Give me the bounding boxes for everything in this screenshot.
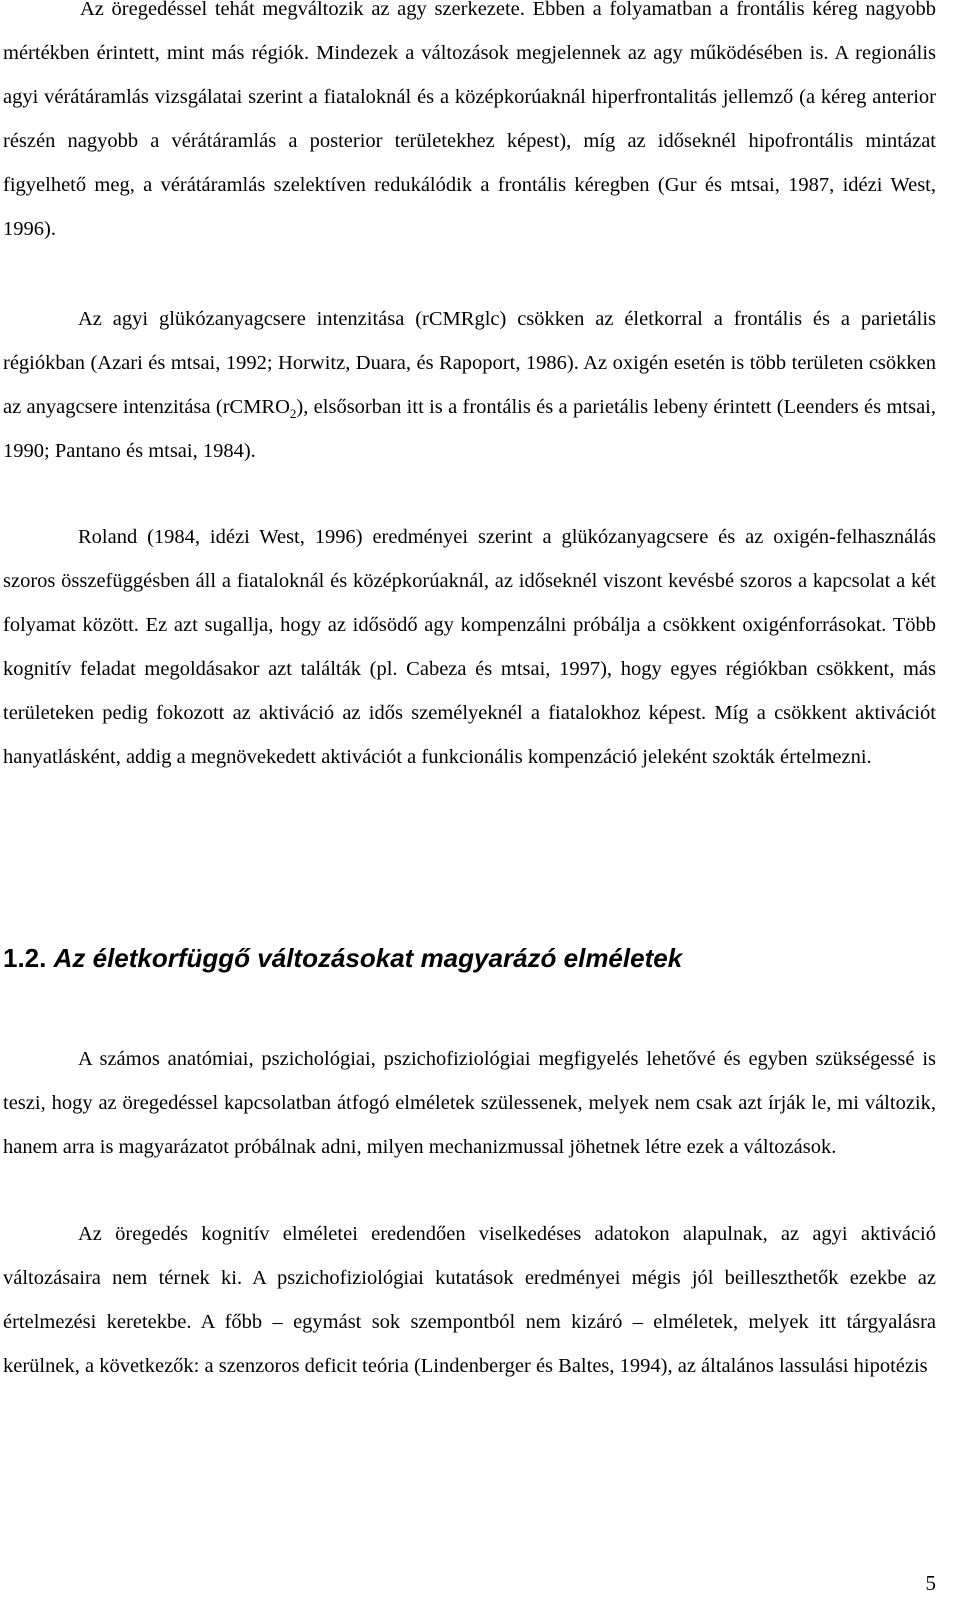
paragraph-theories-intro: A számos anatómiai, pszichológiai, pszichofiziológiai megfigyelés lehetővé és egyben szükségessé is teszi, hogy az öregedéssel kapcsolatban átfogó elméletek szülessenek, melyek nem csak azt írják le, mi változik, hanem arra is magyarázatot próbálnak adni, milyen mechanizmussal jöhetnek létre ezek a változások. [3, 1048, 936, 1158]
paragraph-compensation: Roland (1984, idézi West, 1996) eredményei szerint a glükózanyagcsere és az oxigén-felhasználás szoros összefüggésben áll a fiataloknál és középkorúaknál, az időseknél viszont kevésbé szoros a kapcsolat a két folyamat között. Ez azt sugallja, hogy az idősödő agy kompenzálni próbálja a csökkent oxigénforrásokat. Több kognitív feladat megoldásakor azt találták (pl. Cabeza és mtsai, 1997), hogy egyes régiókban csökkent, más területeken pedig fokozott az aktiváció az idős személyeknél a fiatalokhoz képest. Míg a csökkent aktivációt hanyatlásként, addig a megnövekedett aktivációt a funkcionális kompenzáció jeleként szokták értelmezni. [3, 526, 936, 768]
subscript-2: 2 [289, 406, 297, 422]
section-title: Az életkorfüggő változásokat magyarázó elméletek [53, 943, 683, 973]
paragraph-brain-structure: Az öregedéssel tehát megváltozik az agy szerkezete. Ebben a folyamatban a frontális kéreg nagyobb mértékben érintett, mint más régiók. Mindezek a változások megjelennek az agy működésében is. A regionális agyi vérátáramlás vizsgálatai szerint a fiataloknál és a középkorúaknál hiperfrontalitás jellemző (a kéreg anterior részén nagyobb a vérátáramlás a posterior területekhez képest), míg az időseknél hipofrontális mintázat figyelhető meg, a vérátáramlás szelektíven redukálódik a frontális kéregben (Gur és mtsai, 1987, idézi West, 1996). [3, 0, 936, 240]
paragraph-text: Az agyi glükózanyagcsere intenzitása (rCMRglc) csökken az életkorral a frontális és a parietális régiókban (Azari és mtsai, 1992; Horwitz, Duara, és Rapoport, 1986). Az oxigén esetén is több területen csökken az anyagcsere intenzitása (rCMRO [3, 308, 936, 418]
page-number: 5 [925, 1571, 936, 1595]
section-number: 1.2. [3, 943, 47, 973]
section-heading [3, 938, 682, 978]
paragraph-glucose-metabolism [3, 297, 936, 473]
paragraph-text: ), elsősorban itt is a frontális és a parietális lebeny érintett (Leenders és mtsai, 1990; Pantano és mtsai, 1984). [3, 396, 936, 462]
paragraph-cognitive-theories: Az öregedés kognitív elméletei eredendően viselkedéses adatokon alapulnak, az agyi aktiváció változásaira nem térnek ki. A pszichofiziológiai kutatások eredményei mégis jól beilleszthetők ezekbe az értelmezési keretekbe. A főbb – egymást sok szempontból nem kizáró – elméletek, melyek itt tárgyalásra kerülnek, a következők: a szenzoros deficit teória (Lindenberger és Baltes, 1994), az általános lassulási hipotézis [3, 1223, 936, 1377]
